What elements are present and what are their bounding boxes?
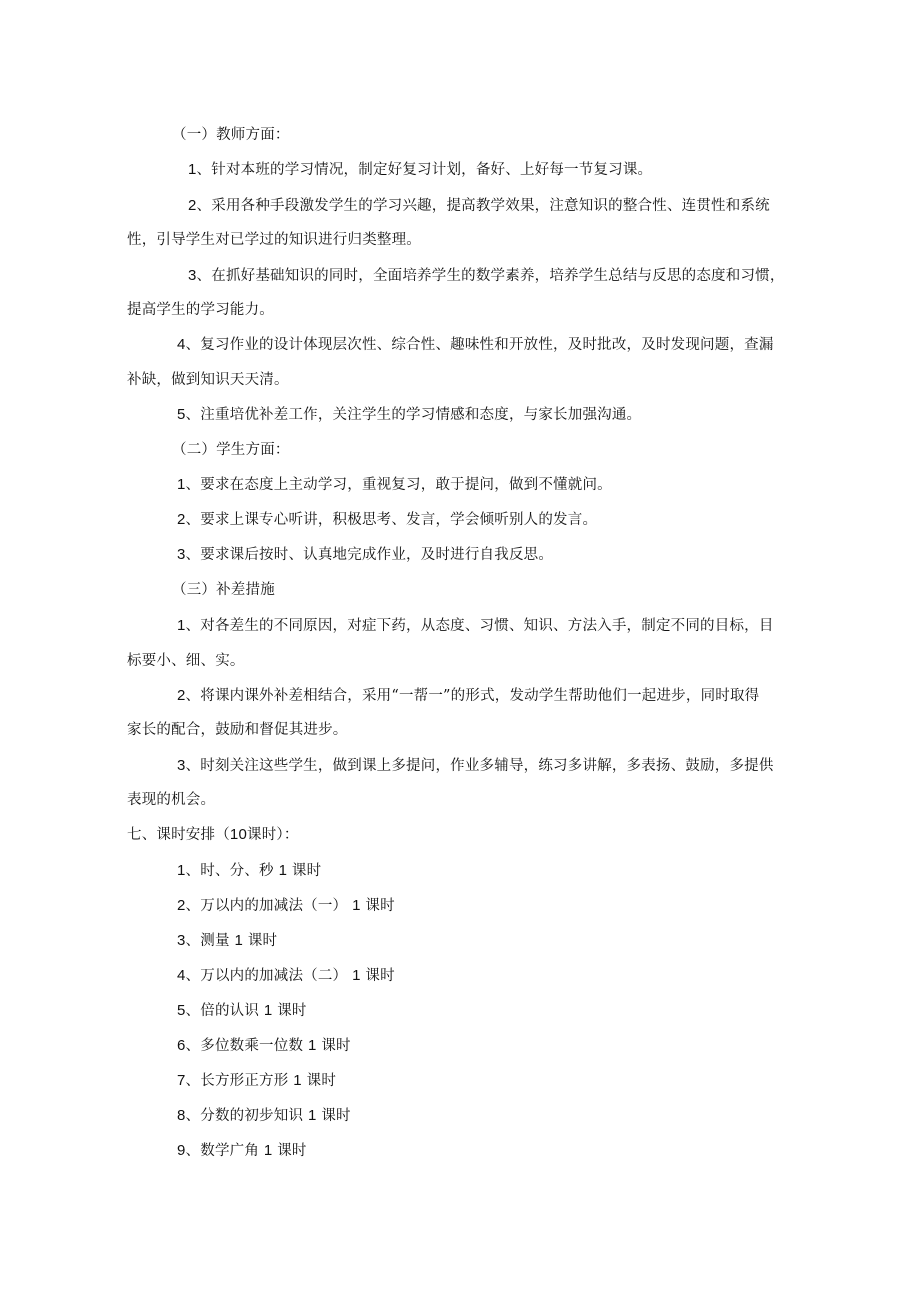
teacher-item-3-line-1 <box>188 267 785 285</box>
schedule-item-8 <box>177 1107 351 1125</box>
teacher-item-4-line-1 <box>177 336 774 354</box>
item-number: 5 <box>177 406 186 423</box>
teacher-item-3-line-2: 提高学生的学习能力。 <box>127 302 274 318</box>
item-text: 、采用各种手段激发学生的学习兴趣，提高教学效果，注意知识的整合性、连贯性和系统 <box>196 198 770 214</box>
item-text: 、要求课后按时、认真地完成作业，及时进行自我反思。 <box>185 547 554 563</box>
section-heading-student: （二）学生方面： <box>172 442 290 458</box>
student-item-3 <box>177 546 553 564</box>
item-hours: 1 <box>263 1142 273 1159</box>
item-unit: 课时 <box>321 1038 351 1054</box>
teacher-item-4-line-2: 补缺，做到知识天天清。 <box>127 372 289 388</box>
schedule-item-4 <box>177 967 395 985</box>
item-text: 、时刻关注这些学生，做到课上多提问，作业多辅导，练习多讲解，多表扬、鼓励，多提供 <box>185 758 774 774</box>
remedial-item-2-line-1 <box>177 687 759 705</box>
item-hours: 1 <box>278 862 288 879</box>
item-number: 5 <box>177 1002 186 1019</box>
teacher-item-2-line-1 <box>188 197 770 215</box>
item-text: 、要求在态度上主动学习，重视复习，敢于提问，做到不懂就问。 <box>185 477 612 493</box>
item-number: 4 <box>177 967 186 984</box>
item-title: 、时、分、秒 <box>185 863 274 879</box>
remedial-item-1-line-1 <box>177 617 774 635</box>
item-unit: 课时 <box>306 1073 337 1089</box>
schedule-heading <box>127 826 299 844</box>
item-unit: 课时 <box>247 933 278 949</box>
remedial-item-2-line-2: 家长的配合，鼓励和督促其进步。 <box>127 722 348 738</box>
student-item-2 <box>177 511 597 529</box>
item-text: 、复习作业的设计体现层次性、综合性、趣味性和开放性，及时批改，及时发现问题，查漏 <box>185 337 774 353</box>
item-unit: 课时 <box>291 863 322 879</box>
item-number: 3 <box>177 757 186 774</box>
item-hours: 1 <box>234 932 244 949</box>
item-number: 2 <box>177 511 186 528</box>
item-number: 2 <box>188 197 197 214</box>
section-heading-remedial: （三）补差措施 <box>172 582 275 598</box>
item-unit: 课时 <box>277 1003 307 1019</box>
item-number: 6 <box>177 1037 186 1054</box>
item-title: 、长方形正方形 <box>185 1073 289 1089</box>
teacher-item-1 <box>188 161 652 179</box>
item-number: 1 <box>177 617 186 634</box>
item-text: 、注重培优补差工作，关注学生的学习情感和态度，与家长加强沟通。 <box>185 407 642 423</box>
item-number: 7 <box>177 1072 186 1089</box>
item-hours: 1 <box>263 1002 273 1019</box>
schedule-item-6 <box>177 1037 351 1055</box>
schedule-heading-pre: 七、课时安排（ <box>127 827 230 843</box>
item-number: 3 <box>177 546 186 563</box>
item-title: 、万以内的加减法（二） <box>185 968 348 984</box>
item-text: 、对各差生的不同原因，对症下药，从态度、习惯、知识、方法入手，制定不同的目标，目 <box>185 618 774 634</box>
schedule-item-1 <box>177 862 321 880</box>
schedule-item-7 <box>177 1072 336 1090</box>
schedule-item-5 <box>177 1002 307 1020</box>
item-title: 、数学广角 <box>185 1143 260 1159</box>
remedial-item-3-line-2: 表现的机会。 <box>127 792 216 808</box>
item-unit: 课时 <box>365 898 395 914</box>
section-heading-teacher: （一）教师方面： <box>172 127 290 143</box>
item-number: 4 <box>177 336 186 353</box>
item-hours: 1 <box>307 1037 317 1054</box>
item-unit: 课时 <box>321 1108 351 1124</box>
item-hours: 1 <box>307 1107 317 1124</box>
schedule-heading-num: 10 <box>229 826 247 843</box>
schedule-item-3 <box>177 932 277 950</box>
item-number: 1 <box>188 161 197 178</box>
item-title: 、倍的认识 <box>185 1003 260 1019</box>
teacher-item-5 <box>177 406 641 424</box>
remedial-item-1-line-2: 标要小、细、实。 <box>127 653 245 669</box>
item-text: 、将课内课外补差相结合，采用“一帮一”的形式，发动学生帮助他们一起进步，同时取得 <box>185 688 760 704</box>
item-text: 、针对本班的学习情况，制定好复习计划，备好、上好每一节复习课。 <box>196 162 653 178</box>
item-number: 3 <box>188 267 197 284</box>
item-number: 2 <box>177 687 186 704</box>
item-text: 、在抓好基础知识的同时，全面培养学生的数学素养，培养学生总结与反思的态度和习惯， <box>196 268 785 284</box>
item-title: 、测量 <box>185 933 230 949</box>
item-number: 1 <box>177 476 186 493</box>
item-number: 9 <box>177 1142 186 1159</box>
teacher-item-2-line-2: 性，引导学生对已学过的知识进行归类整理。 <box>127 232 421 248</box>
item-title: 、多位数乘一位数 <box>185 1038 304 1054</box>
item-number: 3 <box>177 932 186 949</box>
item-unit: 课时 <box>277 1143 307 1159</box>
item-hours: 1 <box>352 897 361 914</box>
schedule-item-9 <box>177 1142 307 1160</box>
schedule-item-2 <box>177 897 395 915</box>
item-number: 8 <box>177 1107 186 1124</box>
item-unit: 课时 <box>365 968 395 984</box>
item-title: 、万以内的加减法（一） <box>185 898 348 914</box>
student-item-1 <box>177 476 612 494</box>
remedial-item-3-line-1 <box>177 757 774 775</box>
item-number: 1 <box>177 862 186 879</box>
item-hours: 1 <box>352 967 361 984</box>
item-title: 、分数的初步知识 <box>185 1108 304 1124</box>
item-hours: 1 <box>293 1072 302 1089</box>
item-text: 、要求上课专心听讲，积极思考、发言，学会倾听别人的发言。 <box>185 512 598 528</box>
item-number: 2 <box>177 897 186 914</box>
schedule-heading-post: 课时）： <box>247 827 299 843</box>
